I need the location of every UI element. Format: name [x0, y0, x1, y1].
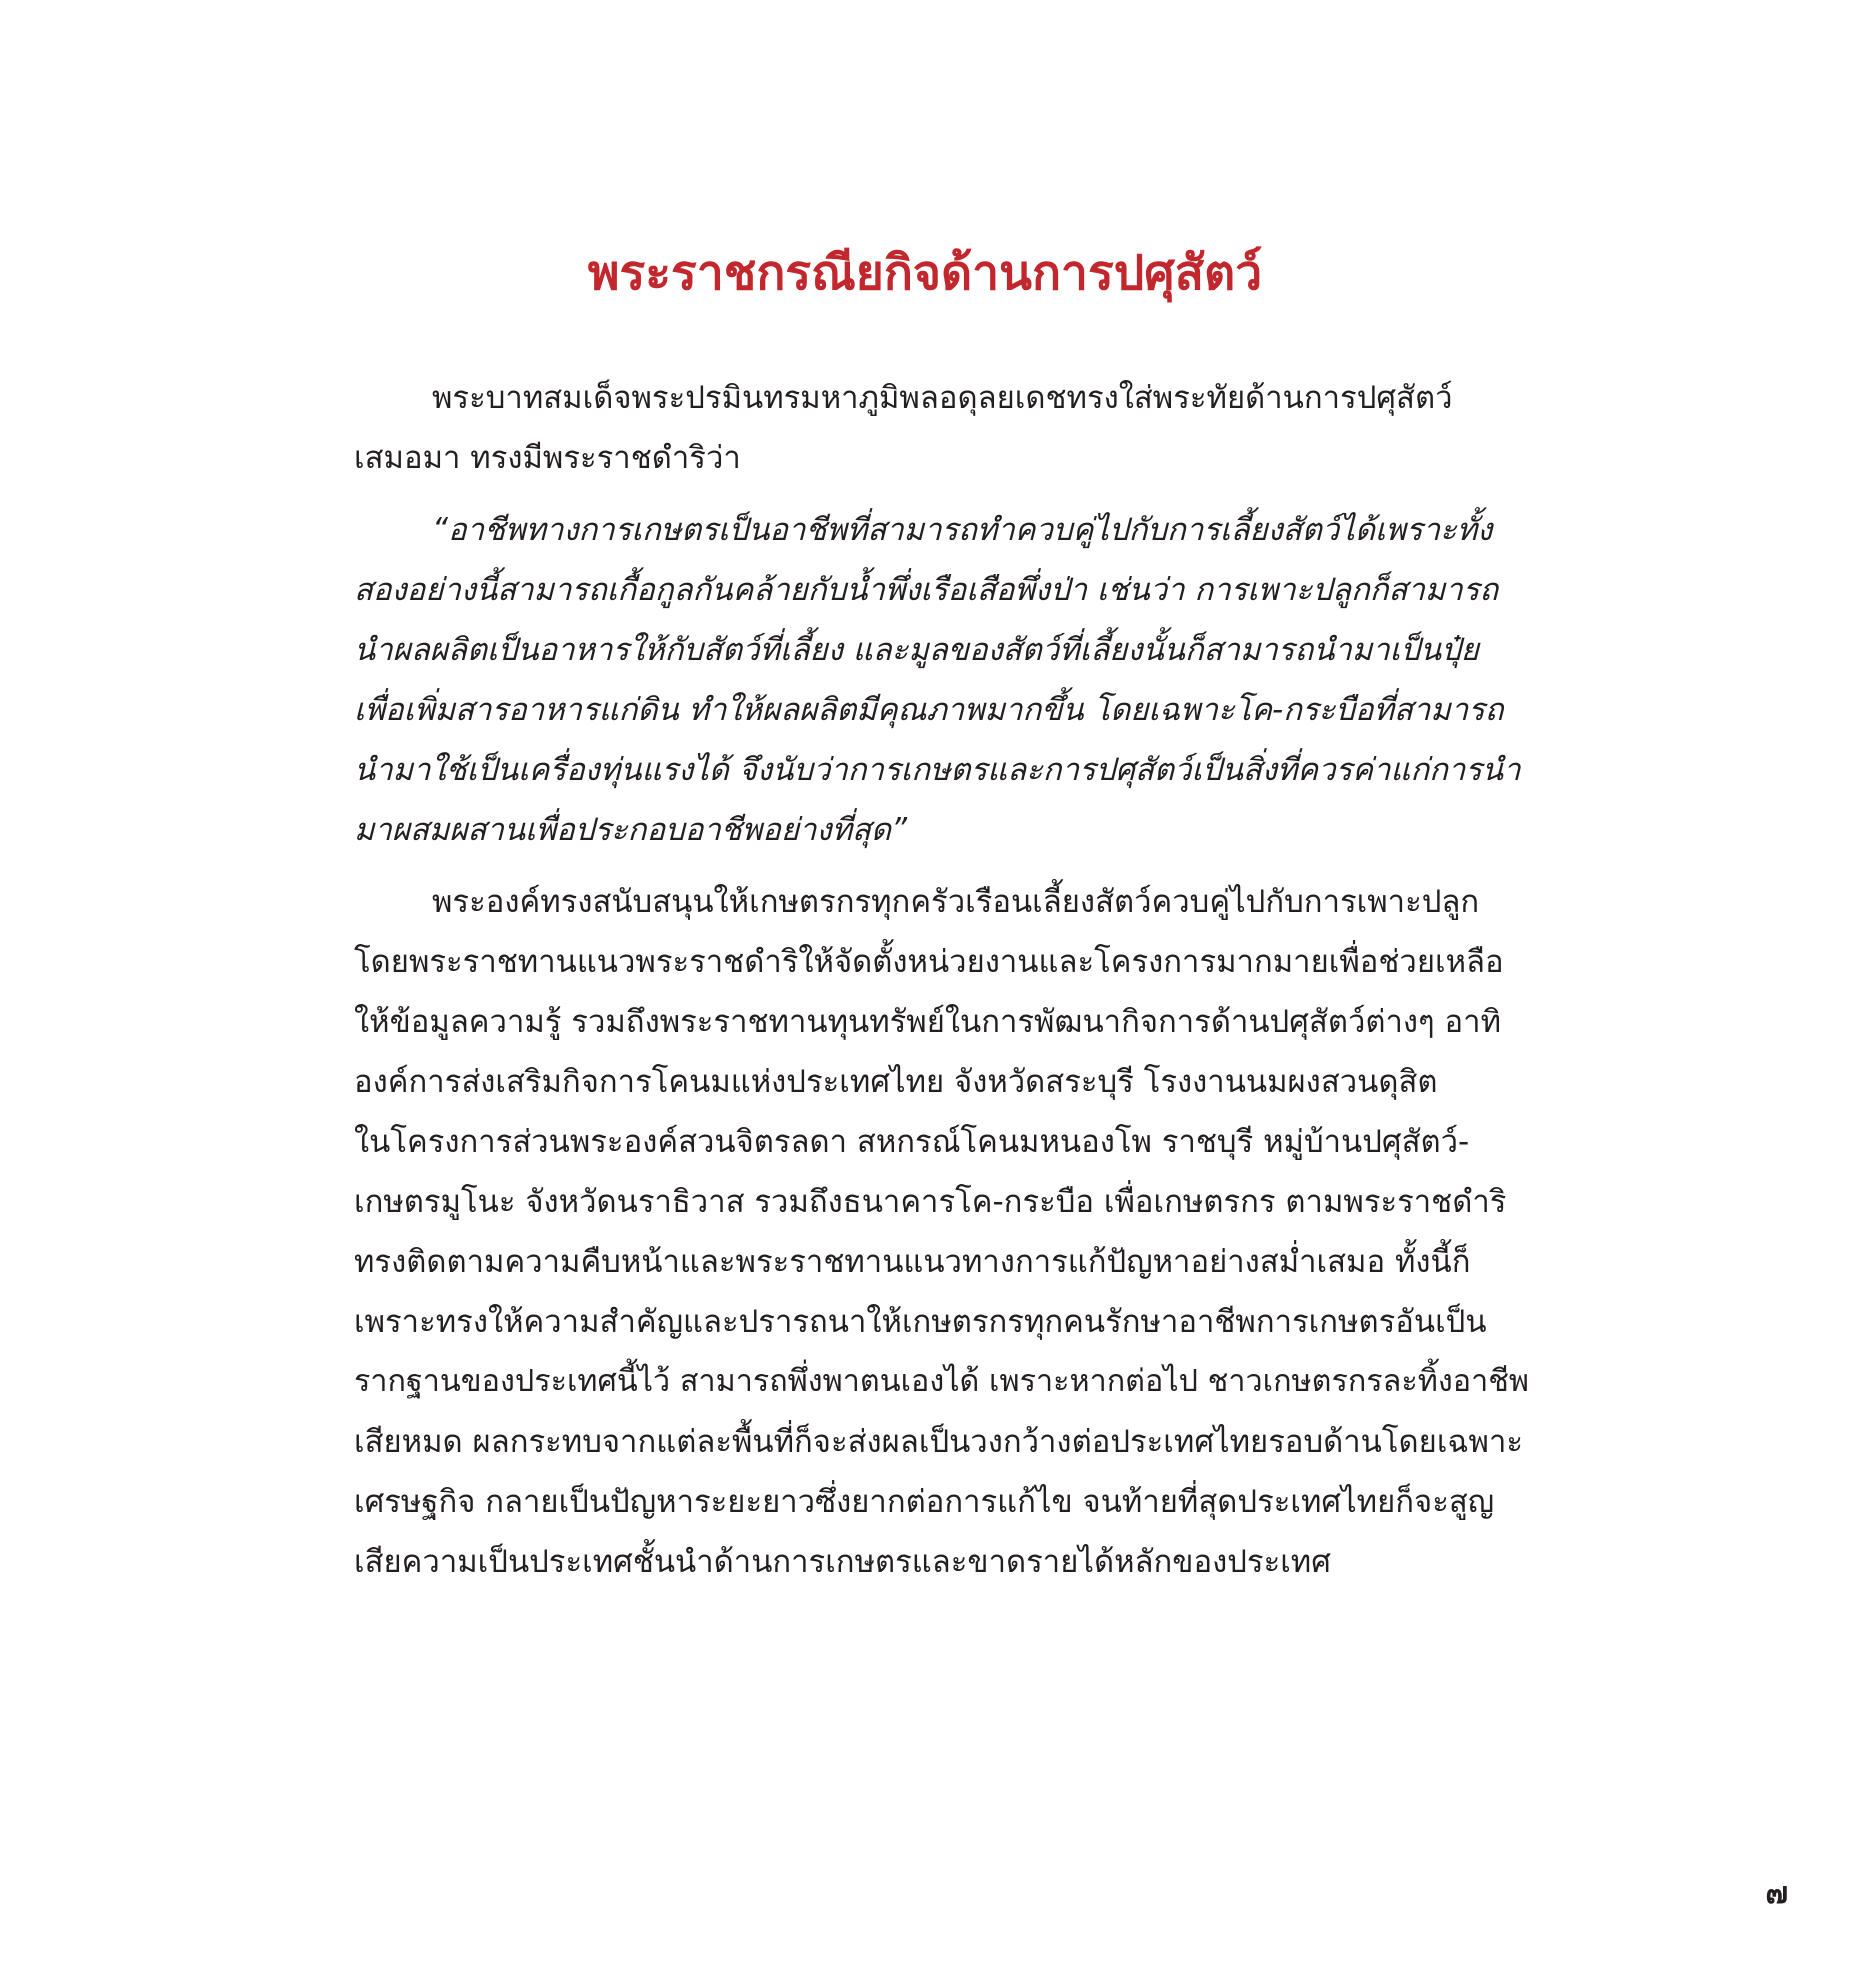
text-line: เศรษฐกิจ กลายเป็นปัญหาระยะยาวซึ่งยากต่อการแก้ไข จนท้ายที่สุดประเทศไทยก็จะสูญ: [354, 1484, 1495, 1520]
text-line: ทรงติดตามความคืบหน้าและพระราชทานแนวทางการแก้ปัญหาอย่างสม่ำเสมอ ทั้งนี้ก็: [354, 1244, 1471, 1280]
text-line: เกษตรมูโนะ จังหวัดนราธิวาส รวมถึงธนาคารโค-กระบือ เพื่อเกษตรกร ตามพระราชดำริ: [354, 1184, 1507, 1220]
text-line: พระบาทสมเด็จพระปรมินทรมหาภูมิพลอดุลยเดชทรงใส่พระทัยด้านการปศุสัตว์: [432, 380, 1453, 416]
quote-line: นำผลผลิตเป็นอาหารให้กับสัตว์ที่เลี้ยง และมูลของสัตว์ที่เลี้ยงนั้นก็สามารถนำมาเป็นปุ๋ย: [354, 632, 1479, 668]
page-number: ๗: [1765, 1876, 1788, 1911]
text-line: องค์การส่งเสริมกิจการโคนมแห่งประเทศไทย จังหวัดสระบุรี โรงงานนมผงสวนดุสิต: [354, 1064, 1438, 1100]
text-line: เพราะทรงให้ความสำคัญและปรารถนาให้เกษตรกรทุกคนรักษาอาชีพการเกษตรอันเป็น: [354, 1304, 1487, 1340]
quote-line: สองอย่างนี้สามารถเกื้อกูลกันคล้ายกับน้ำพึ่งเรือเสือพึ่งป่า เช่นว่า การเพาะปลูกก็สามารถ: [354, 572, 1499, 608]
text-line: เสมอมา ทรงมีพระราชดำริว่า: [354, 440, 741, 476]
text-line: ในโครงการส่วนพระองค์สวนจิตรลดา สหกรณ์โคนมหนองโพ ราชบุรี หมู่บ้านปศุสัตว์-: [354, 1124, 1470, 1160]
text-line: โดยพระราชทานแนวพระราชดำริให้จัดตั้งหน่วยงานและโครงการมากมายเพื่อช่วยเหลือ: [354, 944, 1504, 980]
quote-line: “อาชีพทางการเกษตรเป็นอาชีพที่สามารถทำควบคู่ไปกับการเลี้ยงสัตว์ได้เพราะทั้ง: [432, 512, 1493, 548]
text-line: เสียความเป็นประเทศชั้นนำด้านการเกษตรและขาดรายได้หลักของประเทศ: [354, 1544, 1331, 1580]
quote-line: นำมาใช้เป็นเครื่องทุ่นแรงได้ จึงนับว่าการเกษตรและการปศุสัตว์เป็นสิ่งที่ควรค่าแก่การนำ: [354, 752, 1521, 788]
text-line: ให้ข้อมูลความรู้ รวมถึงพระราชทานทุนทรัพย์ในการพัฒนากิจการด้านปศุสัตว์ต่างๆ อาทิ: [354, 1004, 1502, 1040]
body-text: [354, 368, 1534, 1604]
text-line: เสียหมด ผลกระทบจากแต่ละพื้นที่ก็จะส่งผลเป็นวงกว้างต่อประเทศไทยรอบด้านโดยเฉพาะ: [354, 1424, 1524, 1460]
quote-line: มาผสมผสานเพื่อประกอบอาชีพอย่างที่สุด”: [354, 812, 908, 848]
intro-paragraph: [354, 368, 1534, 488]
text-line: พระองค์ทรงสนับสนุนให้เกษตรกรทุกครัวเรือนเลี้ยงสัตว์ควบคู่ไปกับการเพาะปลูก: [432, 884, 1480, 920]
page-title: พระราชกรณียกิจด้านการปศุสัตว์: [587, 245, 1263, 301]
text-line: รากฐานของประเทศนี้ไว้ สามารถพึ่งพาตนเองได้ เพราะหากต่อไป ชาวเกษตรกรละทิ้งอาชีพ: [354, 1364, 1529, 1399]
support-paragraph: [354, 872, 1534, 1592]
royal-quote: [354, 500, 1534, 860]
quote-line: เพื่อเพิ่มสารอาหารแก่ดิน ทำให้ผลผลิตมีคุณภาพมากขึ้น โดยเฉพาะโค-กระบือที่สามารถ: [354, 692, 1504, 728]
